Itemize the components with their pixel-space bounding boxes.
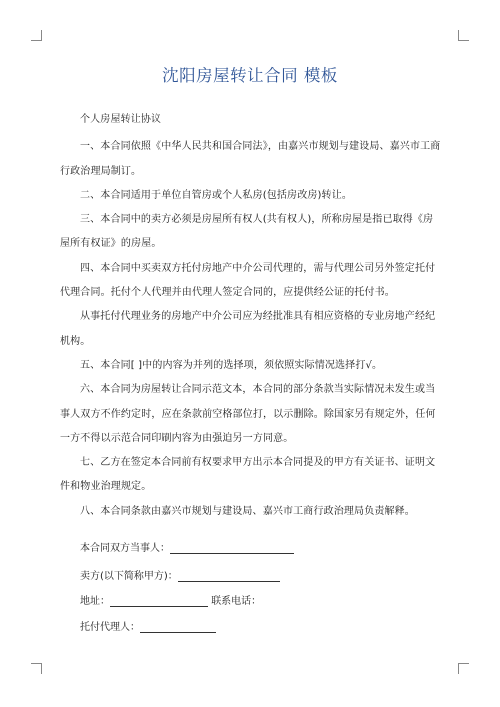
- paragraph-6: 六、本合同为房屋转让合同示范文本，本合同的部分条款当实际情况未发生或当事人双方不作约定时，应在条款前空格部位打，以示删除。除国家另有规定外，任何一方不得以示范合同印刷内容为由强迫另一方同意。: [60, 384, 436, 444]
- parties-blank: [170, 542, 294, 554]
- address-blank: [110, 595, 208, 607]
- crop-mark-bottom-right: [458, 663, 469, 674]
- agent-label: 托付代理人：: [80, 622, 140, 633]
- paragraph-3: 三、本合同中的卖方必须是房屋所有权人(共有权人)，所称房屋是指已取得《房屋所有权证》的房屋。: [60, 214, 434, 250]
- crop-mark-top-left: [31, 30, 42, 41]
- paragraph-8: 八、本合同条款由嘉兴市规划与建设局、嘉兴市工商行政治理局负责解释。: [80, 505, 415, 517]
- paragraph-4: 四、本合同中买卖双方托付房地产中介公司代理的，需与代理公司另外签定托付代理合同。托付个人代理并由代理人签定合同的，应提供经公证的托付书。: [60, 262, 436, 299]
- seller-blank: [178, 570, 280, 582]
- seller-label: 卖方(以下简称甲方)：: [80, 571, 178, 582]
- document-title: 沈阳房屋转让合同 模板: [162, 66, 338, 85]
- parties-field: [80, 541, 294, 557]
- address-field: [80, 594, 261, 610]
- phone-label: 联系电话：: [211, 596, 262, 607]
- parties-label: 本合同双方当事人：: [80, 543, 170, 554]
- agent-field: [80, 620, 216, 636]
- paragraph-7: 七、乙方在签定本合同前有权要求甲方出示本合同提及的甲方有关证书、证明文件和物业治理规定。: [60, 457, 436, 493]
- paragraph-4b: 从事托付代理业务的房地产中介公司应为经批准具有相应资格的专业房地产经纪机构。: [60, 311, 436, 347]
- paragraph-2: 二、本合同适用于单位自管房或个人私房(包括房改房)转让。: [80, 189, 353, 201]
- agent-blank: [140, 621, 216, 633]
- seller-field: [80, 569, 280, 585]
- address-label: 地址：: [80, 596, 110, 607]
- crop-mark-bottom-left: [31, 663, 42, 674]
- crop-mark-top-right: [458, 30, 469, 41]
- paragraph-5: 五、本合同[ ]中的内容为并列的选择项，须依照实际情况选择打√。: [80, 359, 383, 371]
- section-heading: 个人房屋转让协议: [80, 114, 162, 125]
- paragraph-1: 一、本合同依照《中华人民共和国合同法》，由嘉兴市规划与建设局、嘉兴市工商行政治理局制订。: [60, 141, 441, 177]
- document-body: [60, 108, 442, 524]
